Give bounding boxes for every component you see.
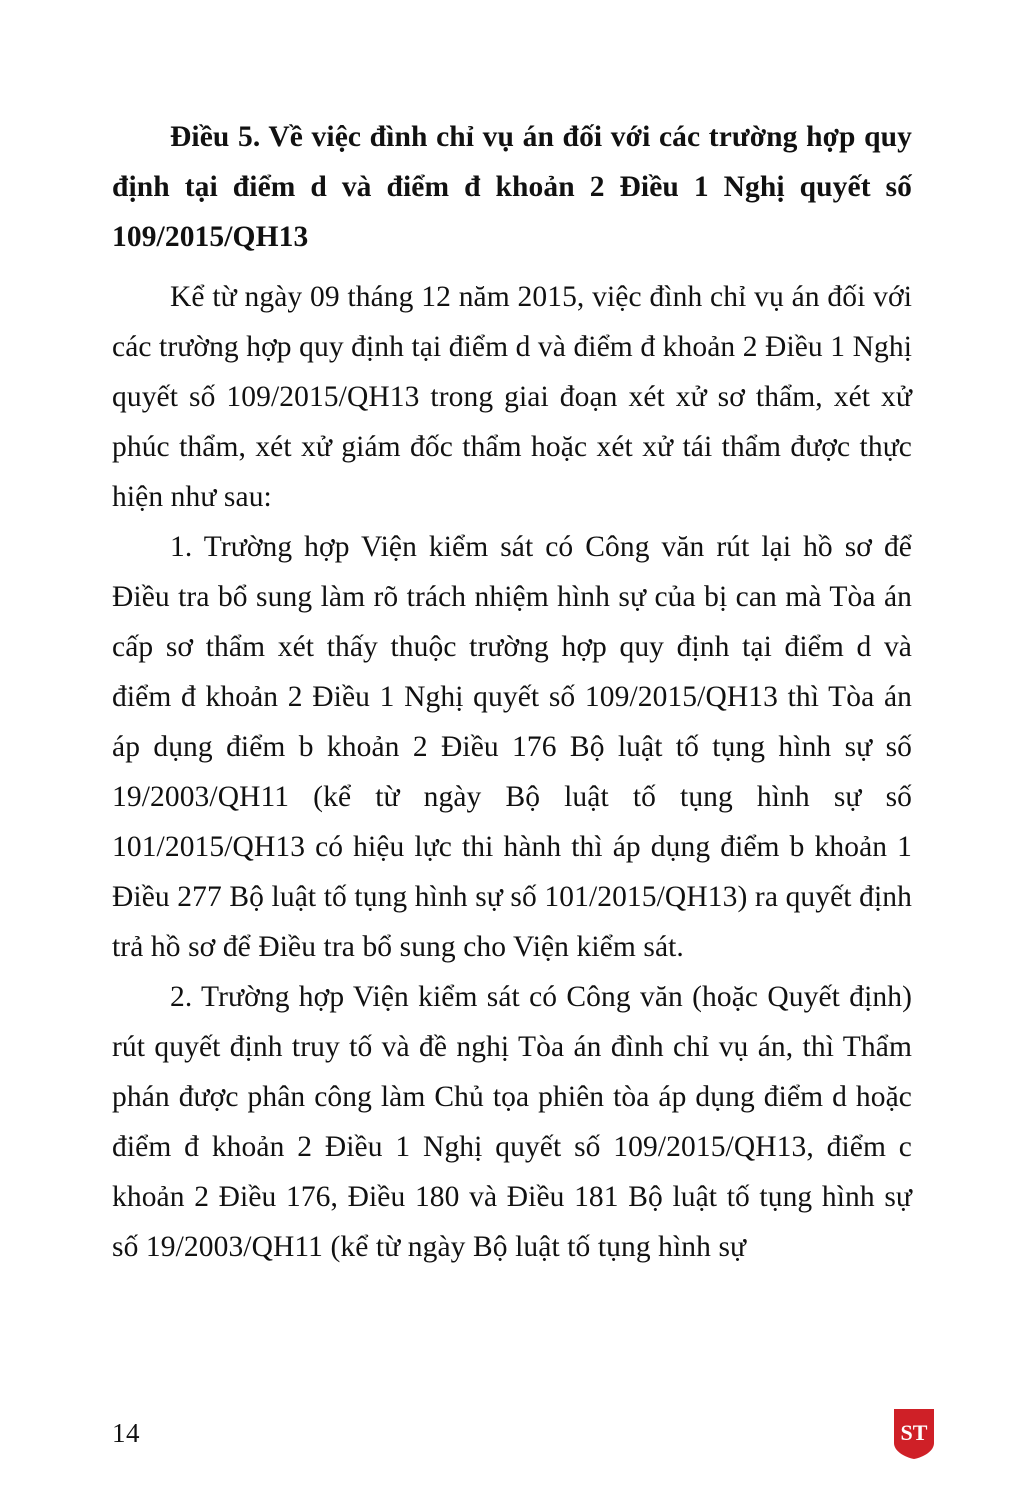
page-number: 14 — [112, 1418, 140, 1448]
svg-text:ST: ST — [900, 1420, 928, 1445]
page-content — [112, 112, 912, 1272]
section-heading: Điều 5. Về việc đình chỉ vụ án đối với các trường hợp quy định tại điểm d và điểm đ khoản 2 Điều 1 Nghị quyết số 109/2015/QH13 — [112, 121, 912, 253]
publisher-logo-icon — [891, 1407, 937, 1461]
paragraph-item-2: 2. Trường hợp Viện kiểm sát có Công văn (hoặc Quyết định) rút quyết định truy tố và đề nghị Tòa án đình chỉ vụ án, thì Thẩm phán được phân công làm Chủ tọa phiên tòa áp dụng điểm d hoặc điểm đ khoản 2 Điều 1 Nghị quyết số 109/2015/QH13, điểm c khoản 2 Điều 176, Điều 180 và Điều 181 Bộ luật tố tụng hình sự số 19/2003/QH11 (kể từ ngày Bộ luật tố tụng hình sự — [112, 981, 912, 1263]
paragraph-item-1: 1. Trường hợp Viện kiểm sát có Công văn rút lại hồ sơ để Điều tra bổ sung làm rõ trách nhiệm hình sự của bị can mà Tòa án cấp sơ thẩm xét thấy thuộc trường hợp quy định tại điểm d và điểm đ khoản 2 Điều 1 Nghị quyết số 109/2015/QH13 thì Tòa án áp dụng điểm b khoản 2 Điều 176 Bộ luật tố tụng hình sự số 19/2003/QH11 (kể từ ngày Bộ luật tố tụng hình sự số 101/2015/QH13 có hiệu lực thi hành thì áp dụng điểm b khoản 1 Điều 277 Bộ luật tố tụng hình sự số 101/2015/QH13) ra quyết định trả hồ sơ để Điều tra bổ sung cho Viện kiểm sát. — [112, 531, 912, 963]
paragraph-intro: Kể từ ngày 09 tháng 12 năm 2015, việc đình chỉ vụ án đối với các trường hợp quy định tại điểm d và điểm đ khoản 2 Điều 1 Nghị quyết số 109/2015/QH13 trong giai đoạn xét xử sơ thẩm, xét xử phúc thẩm, xét xử giám đốc thẩm hoặc xét xử tái thẩm được thực hiện như sau: — [112, 281, 912, 513]
